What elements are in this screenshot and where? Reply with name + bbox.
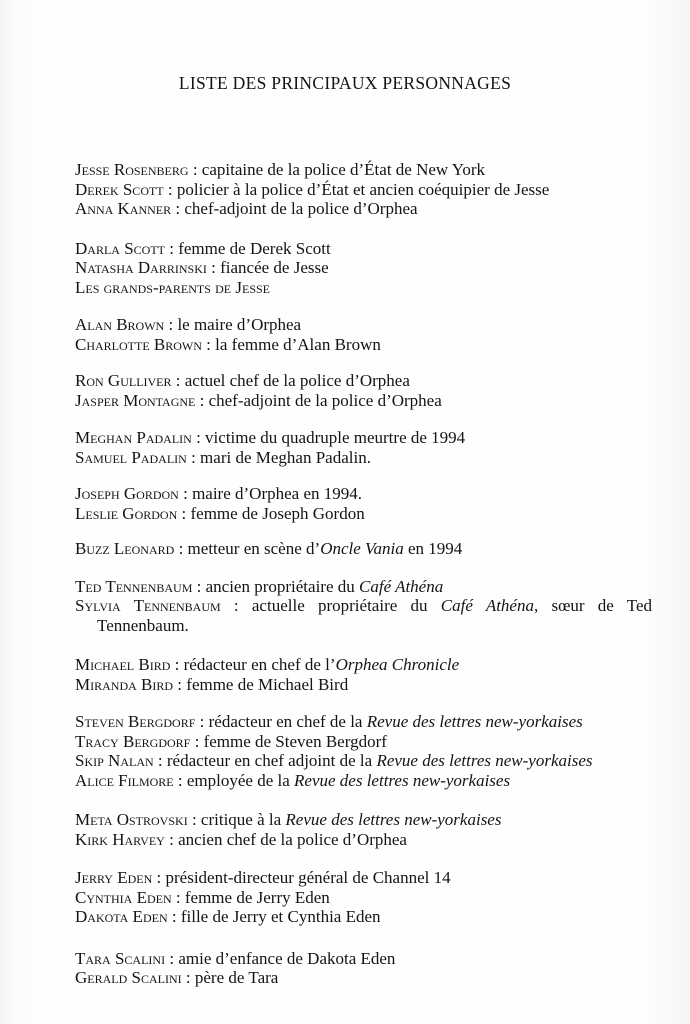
character-description: en 1994: [403, 539, 463, 558]
work-title: Revue des lettres new-yorkaises: [376, 751, 593, 770]
character-name: Darla Scott: [75, 238, 165, 258]
character-group: [75, 315, 655, 354]
character-entry: Buzz Leonard : metteur en scène d’Oncle Vania en 1994: [75, 539, 463, 558]
character-entry: Darla Scott : femme de Derek Scott: [75, 238, 331, 258]
character-group: [75, 428, 655, 467]
character-name: Jasper Montagne: [75, 390, 196, 410]
character-list: [75, 160, 655, 988]
character-entry: Meta Ostrovski : critique à la Revue des lettres new-yorkaises: [75, 810, 502, 829]
character-description: femme de Steven Bergdorf: [203, 731, 387, 751]
character-entry: Jasper Montagne : chef-adjoint de la police d’Orphea: [75, 390, 442, 410]
character-name: Meta Ostrovski: [75, 810, 188, 829]
character-description: rédacteur en chef de la: [208, 712, 367, 731]
character-description: rédacteur en chef de l’: [183, 655, 336, 674]
character-entry: Derek Scott : policier à la police d’État et ancien coéquipier de Jesse: [75, 179, 550, 199]
character-group: [75, 539, 655, 559]
character-entry: Skip Nalan : rédacteur en chef adjoint de la Revue des lettres new-yorkaises: [75, 751, 593, 770]
character-entry: Leslie Gordon : femme de Joseph Gordon: [75, 503, 365, 523]
character-entry: Ron Gulliver : actuel chef de la police d’Orphea: [75, 371, 410, 390]
character-name: Leslie Gordon: [75, 503, 178, 523]
work-title: Café Athéna: [359, 576, 444, 596]
character-entry: Kirk Harvey : ancien chef de la police d’Orphea: [75, 829, 407, 849]
work-title: Oncle Vania: [320, 539, 404, 558]
character-entry: Anna Kanner : chef-adjoint de la police d’Orphea: [75, 199, 418, 218]
character-entry: Jesse Rosenberg : capitaine de la police d’État de New York: [75, 160, 486, 179]
character-name: Ron Gulliver: [75, 371, 172, 390]
character-name: Alice Filmore: [75, 770, 174, 790]
character-name: Tara Scalini: [75, 948, 166, 968]
character-description: chef-adjoint de la police d’Orphea: [184, 199, 418, 218]
character-name: Dakota Eden: [75, 907, 168, 926]
character-description: employée de la: [186, 770, 295, 790]
character-entry: Steven Bergdorf : rédacteur en chef de la Revue des lettres new-yorkaises: [75, 712, 583, 731]
character-name: Jerry Eden: [75, 868, 153, 887]
character-name: Anna Kanner: [75, 199, 172, 218]
character-entry: Michael Bird : rédacteur en chef de l’Orphea Chronicle: [75, 655, 460, 674]
page-title: LISTE DES PRINCIPAUX PERSONNAGES: [178, 72, 512, 93]
work-title: Orphea Chronicle: [335, 655, 460, 674]
character-name: Skip Nalan: [75, 751, 154, 770]
character-name: Les grands-parents de Jesse: [75, 277, 271, 297]
character-name: Natasha Darrinski: [75, 258, 207, 277]
character-description: maire d’Orphea en 1994.: [192, 484, 362, 503]
character-name: Samuel Padalin: [75, 447, 187, 467]
character-entry: Cynthia Eden : femme de Jerry Eden: [75, 887, 330, 907]
character-description: fille de Jerry et Cynthia Eden: [180, 907, 381, 926]
character-name: Charlotte Brown: [75, 334, 202, 354]
character-entry: Sylvia Tennenbaum : actuelle propriétaire du Café Athéna, sœur de Ted Tennenbaum.: [75, 596, 653, 635]
character-name: Ted Tennenbaum: [75, 576, 193, 596]
work-title: Revue des lettres new-yorkaises: [285, 810, 502, 829]
character-entry: Jerry Eden : président-directeur général de Channel 14: [75, 868, 451, 887]
character-description: ancien propriétaire du: [205, 576, 360, 596]
character-name: Cynthia Eden: [75, 887, 172, 907]
character-name: Alan Brown: [75, 315, 165, 334]
character-name: Buzz Leonard: [75, 539, 175, 558]
work-title: Revue des lettres new-yorkaises: [294, 770, 511, 790]
character-group: [75, 484, 655, 523]
character-description: père de Tara: [194, 968, 279, 987]
character-entry: Natasha Darrinski : fiancée de Jesse: [75, 258, 329, 277]
character-entry: Alice Filmore : employée de la Revue des lettres new-yorkaises: [75, 770, 511, 790]
character-description: ancien chef de la police d’Orphea: [178, 829, 407, 849]
work-title: Café Athéna: [440, 596, 534, 615]
character-description: la femme d’Alan Brown: [215, 334, 381, 354]
character-name: Meghan Padalin: [75, 428, 192, 447]
character-description: , sœur de Ted Tennenbaum.: [97, 596, 653, 635]
character-name: Derek Scott: [75, 179, 164, 199]
character-description: actuelle propriétaire du: [251, 596, 441, 615]
character-name: Jesse Rosenberg: [75, 160, 189, 179]
character-entry: Dakota Eden : fille de Jerry et Cynthia Eden: [75, 907, 381, 926]
character-description: metteur en scène d’: [187, 539, 321, 558]
work-title: Revue des lettres new-yorkaises: [366, 712, 583, 731]
character-name: Miranda Bird: [75, 674, 174, 694]
character-entry: Joseph Gordon : maire d’Orphea en 1994.: [75, 484, 362, 503]
character-description: mari de Meghan Padalin.: [200, 447, 371, 467]
character-description: fiancée de Jesse: [220, 258, 329, 277]
character-group: [75, 160, 655, 219]
character-entry: [75, 278, 655, 298]
character-entry: Alan Brown : le maire d’Orphea: [75, 315, 302, 334]
character-entry: Ted Tennenbaum : ancien propriétaire du Café Athéna: [75, 576, 444, 596]
character-group: [75, 949, 655, 988]
character-entry: Miranda Bird : femme de Michael Bird: [75, 674, 349, 694]
character-name: Sylvia Tennenbaum: [75, 596, 221, 615]
character-group: [75, 577, 655, 636]
character-name: Steven Bergdorf: [75, 712, 196, 731]
character-description: femme de Derek Scott: [178, 238, 331, 258]
character-description: amie d’enfance de Dakota Eden: [178, 948, 396, 968]
character-group: [75, 239, 655, 298]
character-group: [75, 371, 655, 410]
character-name: Joseph Gordon: [75, 484, 179, 503]
character-entry: Tracy Bergdorf : femme de Steven Bergdorf: [75, 731, 387, 751]
character-name: Tracy Bergdorf: [75, 731, 191, 751]
character-description: femme de Michael Bird: [186, 674, 349, 694]
character-description: rédacteur en chef adjoint de la: [166, 751, 377, 770]
character-entry: Gerald Scalini : père de Tara: [75, 968, 279, 987]
character-entry: Tara Scalini : amie d’enfance de Dakota Eden: [75, 948, 396, 968]
character-entry: Charlotte Brown : la femme d’Alan Brown: [75, 334, 381, 354]
character-name: Kirk Harvey: [75, 829, 165, 849]
character-group: [75, 810, 655, 849]
character-entry: Samuel Padalin : mari de Meghan Padalin.: [75, 447, 371, 467]
character-entry: Meghan Padalin : victime du quadruple meurtre de 1994: [75, 428, 466, 447]
character-description: capitaine de la police d’État de New York: [201, 160, 486, 179]
character-description: victime du quadruple meurtre de 1994: [205, 428, 466, 447]
character-description: femme de Joseph Gordon: [190, 503, 365, 523]
character-description: chef-adjoint de la police d’Orphea: [208, 390, 442, 410]
character-group: [75, 712, 655, 790]
character-description: policier à la police d’État et ancien coéquipier de Jesse: [176, 179, 550, 199]
character-description: critique à la: [200, 810, 286, 829]
character-name: Gerald Scalini: [75, 968, 182, 987]
character-description: président-directeur général de Channel 14: [165, 868, 451, 887]
character-name: Michael Bird: [75, 655, 171, 674]
character-group: [75, 655, 655, 694]
character-description: le maire d’Orphea: [177, 315, 302, 334]
character-description: femme de Jerry Eden: [184, 887, 330, 907]
character-description: actuel chef de la police d’Orphea: [184, 371, 410, 390]
character-group: [75, 868, 655, 927]
